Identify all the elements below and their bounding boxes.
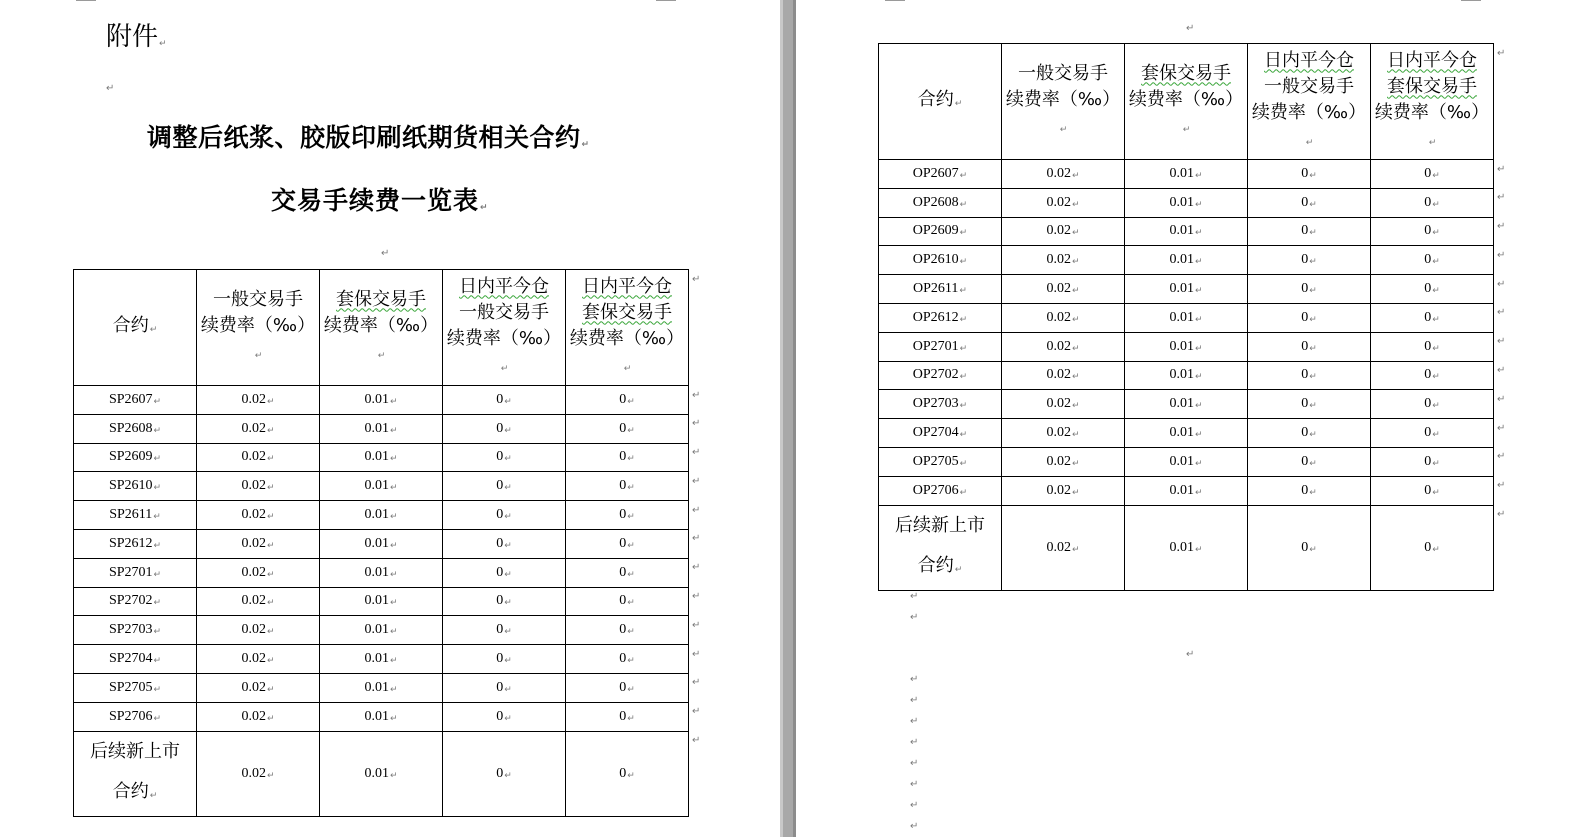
paragraph-mark: ↵ bbox=[910, 716, 919, 727]
paragraph-mark: ↵ bbox=[1497, 393, 1506, 405]
table-row bbox=[879, 419, 1494, 448]
paragraph-mark: ↵ bbox=[692, 418, 701, 430]
paragraph-mark: ↵ bbox=[159, 39, 167, 49]
cell-general: 0.02↵ bbox=[1002, 476, 1125, 505]
cell-intraday-general: 0↵ bbox=[443, 501, 566, 530]
cell-contract: OP2612↵ bbox=[879, 303, 1002, 332]
paragraph-mark: ↵ bbox=[480, 203, 489, 213]
cell-intraday-hedge: 0↵ bbox=[1371, 505, 1494, 590]
cell-intraday-hedge: 0↵ bbox=[1371, 390, 1494, 419]
header-intraday-hedge-fee: 日内平今仓 套保交易手 续费率（‰）↵ bbox=[1371, 44, 1494, 160]
cell-intraday-hedge: 0↵ bbox=[566, 443, 689, 472]
paragraph-mark: ↵ bbox=[1497, 192, 1506, 204]
cell-intraday-general: 0↵ bbox=[1248, 390, 1371, 419]
table-row bbox=[74, 587, 689, 616]
paragraph-mark: ↵ bbox=[1497, 336, 1506, 348]
cell-intraday-general: 0↵ bbox=[443, 645, 566, 674]
cell-contract: SP2703↵ bbox=[74, 616, 197, 645]
cell-hedge: 0.01↵ bbox=[1125, 188, 1248, 217]
cell-intraday-general: 0↵ bbox=[443, 386, 566, 415]
paragraph-mark: ↵ bbox=[692, 533, 701, 545]
table-row bbox=[879, 390, 1494, 419]
cell-contract: SP2607↵ bbox=[74, 386, 197, 415]
cell-intraday-hedge: 0↵ bbox=[566, 386, 689, 415]
cell-intraday-general: 0↵ bbox=[1248, 447, 1371, 476]
cell-hedge: 0.01↵ bbox=[320, 587, 443, 616]
cell-general: 0.02↵ bbox=[1002, 188, 1125, 217]
cell-general: 0.02↵ bbox=[197, 414, 320, 443]
paragraph-mark: ↵ bbox=[1497, 365, 1506, 377]
paragraph-mark: ↵ bbox=[910, 695, 919, 706]
cell-intraday-hedge: 0↵ bbox=[566, 616, 689, 645]
paragraph-mark: ↵ bbox=[692, 504, 701, 516]
table-row-new-listing bbox=[879, 505, 1494, 590]
cell-general: 0.02↵ bbox=[197, 731, 320, 816]
table-row bbox=[879, 361, 1494, 390]
cell-intraday-hedge: 0↵ bbox=[1371, 160, 1494, 189]
cell-general: 0.02↵ bbox=[197, 529, 320, 558]
cell-contract: OP2611↵ bbox=[879, 275, 1002, 304]
cell-intraday-general: 0↵ bbox=[1248, 246, 1371, 275]
cell-general: 0.02↵ bbox=[1002, 303, 1125, 332]
page-corner-mark bbox=[656, 0, 676, 3]
cell-hedge: 0.01↵ bbox=[320, 558, 443, 587]
cell-general: 0.02↵ bbox=[1002, 361, 1125, 390]
cell-intraday-general: 0↵ bbox=[1248, 332, 1371, 361]
page-corner-mark bbox=[885, 0, 905, 3]
header-contract: 合约↵ bbox=[879, 44, 1002, 160]
cell-hedge: 0.01↵ bbox=[320, 501, 443, 530]
cell-general: 0.02↵ bbox=[1002, 447, 1125, 476]
table-row bbox=[879, 275, 1494, 304]
paragraph-mark: ↵ bbox=[692, 389, 701, 401]
cell-contract: SP2705↵ bbox=[74, 673, 197, 702]
paragraph-mark: ↵ bbox=[692, 562, 701, 574]
table-row bbox=[74, 702, 689, 731]
table-row-new-listing bbox=[74, 731, 689, 816]
paragraph-mark: ↵ bbox=[1497, 422, 1506, 434]
cell-general: 0.02↵ bbox=[1002, 217, 1125, 246]
cell-general: 0.02↵ bbox=[1002, 505, 1125, 590]
table-row bbox=[879, 160, 1494, 189]
header-intraday-hedge-fee: 日内平今仓 套保交易手 续费率（‰）↵ bbox=[566, 270, 689, 386]
cell-contract: OP2704↵ bbox=[879, 419, 1002, 448]
paragraph-mark: ↵ bbox=[910, 674, 919, 685]
cell-intraday-hedge: 0↵ bbox=[1371, 447, 1494, 476]
cell-general: 0.02↵ bbox=[197, 386, 320, 415]
header-intraday-general-fee: 日内平今仓 一般交易手 续费率（‰）↵ bbox=[1248, 44, 1371, 160]
fee-table-op bbox=[878, 43, 1494, 591]
paragraph-mark: ↵ bbox=[1497, 509, 1506, 521]
cell-hedge: 0.01↵ bbox=[320, 673, 443, 702]
table-row bbox=[879, 188, 1494, 217]
cell-general: 0.02↵ bbox=[1002, 275, 1125, 304]
cell-contract: SP2608↵ bbox=[74, 414, 197, 443]
cell-intraday-hedge: 0↵ bbox=[566, 645, 689, 674]
cell-intraday-hedge: 0↵ bbox=[1371, 188, 1494, 217]
document-page-left[interactable] bbox=[0, 0, 780, 837]
page-corner-mark bbox=[1461, 0, 1481, 3]
cell-intraday-hedge: 0↵ bbox=[1371, 361, 1494, 390]
cell-general: 0.02↵ bbox=[197, 501, 320, 530]
cell-intraday-general: 0↵ bbox=[443, 731, 566, 816]
cell-hedge: 0.01↵ bbox=[1125, 303, 1248, 332]
table-row bbox=[74, 414, 689, 443]
cell-contract: OP2702↵ bbox=[879, 361, 1002, 390]
cell-contract: SP2612↵ bbox=[74, 529, 197, 558]
cell-general: 0.02↵ bbox=[197, 587, 320, 616]
cell-intraday-hedge: 0↵ bbox=[1371, 275, 1494, 304]
cell-intraday-hedge: 0↵ bbox=[1371, 476, 1494, 505]
table-row bbox=[879, 447, 1494, 476]
paragraph-mark: ↵ bbox=[910, 758, 919, 769]
cell-general: 0.02↵ bbox=[1002, 419, 1125, 448]
header-intraday-general-fee: 日内平今仓 一般交易手 续费率（‰）↵ bbox=[443, 270, 566, 386]
cell-contract: SP2706↵ bbox=[74, 702, 197, 731]
cell-general: 0.02↵ bbox=[1002, 246, 1125, 275]
cell-intraday-hedge: 0↵ bbox=[566, 414, 689, 443]
cell-intraday-general: 0↵ bbox=[1248, 303, 1371, 332]
table-row bbox=[74, 472, 689, 501]
cell-contract: OP2705↵ bbox=[879, 447, 1002, 476]
paragraph-mark: ↵ bbox=[1497, 47, 1506, 59]
cell-hedge: 0.01↵ bbox=[1125, 361, 1248, 390]
cell-intraday-general: 0↵ bbox=[443, 472, 566, 501]
cell-intraday-hedge: 0↵ bbox=[566, 558, 689, 587]
paragraph-mark: ↵ bbox=[1497, 307, 1506, 319]
cell-intraday-general: 0↵ bbox=[443, 587, 566, 616]
cell-hedge: 0.01↵ bbox=[1125, 419, 1248, 448]
cell-hedge: 0.01↵ bbox=[320, 702, 443, 731]
cell-intraday-general: 0↵ bbox=[443, 414, 566, 443]
cell-hedge: 0.01↵ bbox=[320, 616, 443, 645]
paragraph-mark: ↵ bbox=[910, 737, 919, 748]
paragraph-mark: ↵ bbox=[1186, 649, 1195, 660]
cell-intraday-general: 0↵ bbox=[443, 443, 566, 472]
cell-general: 0.02↵ bbox=[197, 472, 320, 501]
cell-hedge: 0.01↵ bbox=[1125, 447, 1248, 476]
paragraph-mark: ↵ bbox=[692, 619, 701, 631]
document-title-line2: 交易手续费一览表↵ bbox=[271, 186, 489, 215]
cell-intraday-hedge: 0↵ bbox=[1371, 332, 1494, 361]
cell-hedge: 0.01↵ bbox=[320, 443, 443, 472]
header-general-fee: 一般交易手 续费率（‰）↵ bbox=[1002, 44, 1125, 160]
cell-hedge: 0.01↵ bbox=[1125, 476, 1248, 505]
header-general-fee: 一般交易手 续费率（‰）↵ bbox=[197, 270, 320, 386]
cell-intraday-hedge: 0↵ bbox=[566, 501, 689, 530]
cell-hedge: 0.01↵ bbox=[320, 731, 443, 816]
cell-hedge: 0.01↵ bbox=[320, 386, 443, 415]
paragraph-mark: ↵ bbox=[692, 447, 701, 459]
cell-hedge: 0.01↵ bbox=[320, 472, 443, 501]
cell-general: 0.02↵ bbox=[197, 702, 320, 731]
cell-contract: OP2609↵ bbox=[879, 217, 1002, 246]
cell-intraday-hedge: 0↵ bbox=[566, 472, 689, 501]
cell-hedge: 0.01↵ bbox=[1125, 275, 1248, 304]
cell-contract: OP2701↵ bbox=[879, 332, 1002, 361]
table-row bbox=[879, 217, 1494, 246]
cell-intraday-general: 0↵ bbox=[1248, 160, 1371, 189]
cell-intraday-hedge: 0↵ bbox=[566, 673, 689, 702]
table-row bbox=[74, 558, 689, 587]
page-gutter bbox=[780, 0, 796, 837]
paragraph-mark: ↵ bbox=[581, 140, 590, 150]
cell-general: 0.02↵ bbox=[197, 558, 320, 587]
cell-intraday-general: 0↵ bbox=[443, 529, 566, 558]
table-row bbox=[74, 529, 689, 558]
table-row bbox=[74, 443, 689, 472]
paragraph-mark: ↵ bbox=[692, 735, 701, 747]
paragraph-mark: ↵ bbox=[692, 475, 701, 487]
cell-intraday-general: 0↵ bbox=[1248, 419, 1371, 448]
cell-general: 0.02↵ bbox=[197, 645, 320, 674]
cell-intraday-hedge: 0↵ bbox=[566, 587, 689, 616]
paragraph-mark: ↵ bbox=[1186, 23, 1195, 34]
cell-intraday-hedge: 0↵ bbox=[566, 702, 689, 731]
paragraph-mark: ↵ bbox=[381, 248, 390, 259]
cell-general: 0.02↵ bbox=[197, 673, 320, 702]
cell-intraday-general: 0↵ bbox=[1248, 476, 1371, 505]
cell-intraday-general: 0↵ bbox=[1248, 275, 1371, 304]
cell-hedge: 0.01↵ bbox=[1125, 160, 1248, 189]
cell-intraday-hedge: 0↵ bbox=[566, 529, 689, 558]
table-row bbox=[74, 501, 689, 530]
cell-contract: OP2608↵ bbox=[879, 188, 1002, 217]
cell-intraday-general: 0↵ bbox=[1248, 188, 1371, 217]
cell-hedge: 0.01↵ bbox=[1125, 332, 1248, 361]
cell-contract: SP2702↵ bbox=[74, 587, 197, 616]
cell-intraday-general: 0↵ bbox=[1248, 361, 1371, 390]
table-header-row bbox=[74, 270, 689, 386]
paragraph-mark: ↵ bbox=[910, 821, 919, 832]
paragraph-mark: ↵ bbox=[692, 273, 701, 285]
cell-contract: 后续新上市 合约↵ bbox=[74, 731, 197, 816]
cell-contract: SP2704↵ bbox=[74, 645, 197, 674]
paragraph-mark: ↵ bbox=[1497, 221, 1506, 233]
cell-intraday-general: 0↵ bbox=[443, 616, 566, 645]
cell-hedge: 0.01↵ bbox=[1125, 217, 1248, 246]
cell-intraday-hedge: 0↵ bbox=[1371, 303, 1494, 332]
cell-intraday-general: 0↵ bbox=[1248, 505, 1371, 590]
cell-contract: SP2610↵ bbox=[74, 472, 197, 501]
header-hedge-fee: 套保交易手 续费率（‰）↵ bbox=[1125, 44, 1248, 160]
document-page-right[interactable] bbox=[796, 0, 1580, 837]
table-row bbox=[879, 476, 1494, 505]
cell-general: 0.02↵ bbox=[197, 616, 320, 645]
cell-intraday-hedge: 0↵ bbox=[1371, 246, 1494, 275]
cell-intraday-hedge: 0↵ bbox=[566, 731, 689, 816]
cell-intraday-hedge: 0↵ bbox=[1371, 217, 1494, 246]
paragraph-mark: ↵ bbox=[1497, 249, 1506, 261]
page-corner-mark bbox=[76, 0, 96, 3]
paragraph-mark: ↵ bbox=[910, 779, 919, 790]
paragraph-mark: ↵ bbox=[692, 706, 701, 718]
cell-contract: SP2701↵ bbox=[74, 558, 197, 587]
cell-intraday-hedge: 0↵ bbox=[1371, 419, 1494, 448]
cell-general: 0.02↵ bbox=[1002, 390, 1125, 419]
cell-contract: OP2607↵ bbox=[879, 160, 1002, 189]
paragraph-mark: ↵ bbox=[1497, 480, 1506, 492]
cell-general: 0.02↵ bbox=[1002, 160, 1125, 189]
table-row bbox=[879, 303, 1494, 332]
table-row bbox=[74, 673, 689, 702]
table-row bbox=[879, 332, 1494, 361]
cell-contract: OP2610↵ bbox=[879, 246, 1002, 275]
cell-general: 0.02↵ bbox=[1002, 332, 1125, 361]
paragraph-mark: ↵ bbox=[1497, 278, 1506, 290]
header-hedge-fee: 套保交易手 续费率（‰）↵ bbox=[320, 270, 443, 386]
cell-general: 0.02↵ bbox=[197, 443, 320, 472]
cell-intraday-general: 0↵ bbox=[443, 673, 566, 702]
cell-hedge: 0.01↵ bbox=[320, 414, 443, 443]
cell-hedge: 0.01↵ bbox=[320, 645, 443, 674]
cell-contract: SP2609↵ bbox=[74, 443, 197, 472]
paragraph-mark: ↵ bbox=[910, 591, 919, 602]
cell-hedge: 0.01↵ bbox=[1125, 246, 1248, 275]
table-row bbox=[74, 616, 689, 645]
cell-hedge: 0.01↵ bbox=[1125, 505, 1248, 590]
paragraph-mark: ↵ bbox=[692, 591, 701, 603]
paragraph-mark: ↵ bbox=[692, 648, 701, 660]
cell-contract: 后续新上市 合约↵ bbox=[879, 505, 1002, 590]
attachment-label: 附件↵ bbox=[106, 22, 167, 52]
table-header-row bbox=[879, 44, 1494, 160]
paragraph-mark: ↵ bbox=[910, 800, 919, 811]
paragraph-mark: ↵ bbox=[910, 612, 919, 623]
paragraph-mark: ↵ bbox=[106, 83, 115, 94]
header-contract: 合约↵ bbox=[74, 270, 197, 386]
table-row bbox=[74, 386, 689, 415]
table-row bbox=[74, 645, 689, 674]
paragraph-mark: ↵ bbox=[692, 677, 701, 689]
document-title-line1: 调整后纸浆、胶版印刷纸期货相关合约↵ bbox=[147, 123, 590, 152]
cell-contract: SP2611↵ bbox=[74, 501, 197, 530]
cell-intraday-general: 0↵ bbox=[443, 558, 566, 587]
fee-table-sp bbox=[73, 269, 689, 817]
cell-contract: OP2703↵ bbox=[879, 390, 1002, 419]
cell-intraday-general: 0↵ bbox=[443, 702, 566, 731]
cell-contract: OP2706↵ bbox=[879, 476, 1002, 505]
cell-hedge: 0.01↵ bbox=[320, 529, 443, 558]
table-row bbox=[879, 246, 1494, 275]
cell-hedge: 0.01↵ bbox=[1125, 390, 1248, 419]
paragraph-mark: ↵ bbox=[1497, 451, 1506, 463]
paragraph-mark: ↵ bbox=[1497, 163, 1506, 175]
cell-intraday-general: 0↵ bbox=[1248, 217, 1371, 246]
